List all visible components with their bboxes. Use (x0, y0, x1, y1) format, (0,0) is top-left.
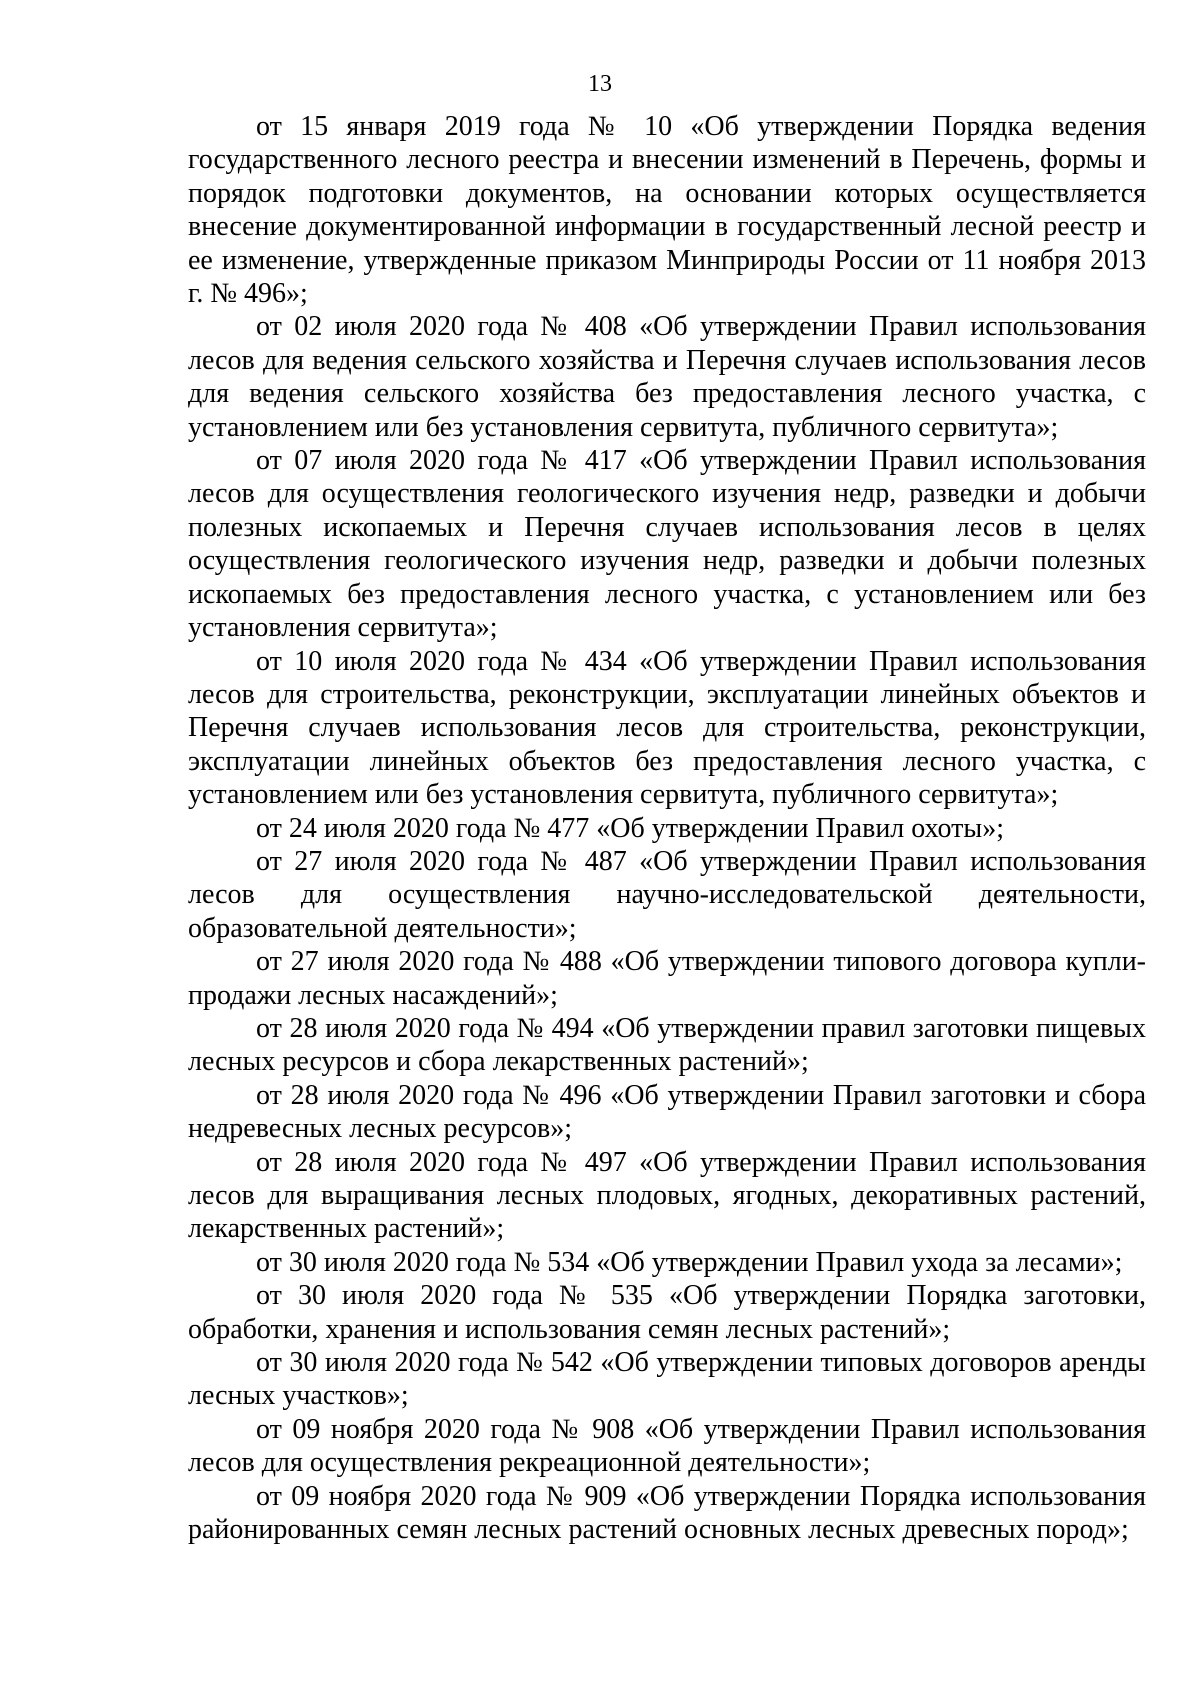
paragraph-order-477: от 24 июля 2020 года № 477 «Об утверждении Правил охоты»; (256, 812, 1004, 844)
paragraph-order-542: от 30 июля 2020 года № 542 «Об утверждении типовых договоров аренды лесных участков»; (188, 1347, 1146, 1412)
paragraph-order-496: от 28 июля 2020 года № 496 «Об утверждении Правил заготовки и сбора недревесных лесных ресурсов»; (188, 1079, 1146, 1145)
page-number: 13 (588, 71, 612, 97)
paragraph-order-487: от 27 июля 2020 года № 487 «Об утверждении Правил использования лесов для осуществления научно-исследовательской деятельности, образовательной деятельности»; (188, 845, 1146, 944)
paragraph-order-909: от 09 ноября 2020 года № 909 «Об утверждении Порядка использования районированных семян лесных растений основных лесных древесных пород»; (188, 1480, 1146, 1546)
paragraph-order-488: от 27 июля 2020 года № 488 «Об утверждении типового договора купли-продажи лесных насаждений»; (188, 946, 1146, 1011)
paragraph-order-497: от 28 июля 2020 года № 497 «Об утверждении Правил использования лесов для выращивания лесных плодовых, ягодных, декоративных растений, лекарственных растений»; (188, 1146, 1146, 1245)
document-body (188, 110, 1146, 1546)
paragraph-order-908: от 09 ноября 2020 года № 908 «Об утверждении Правил использования лесов для осуществления рекреационной деятельности»; (188, 1413, 1146, 1479)
paragraph-order-494: от 28 июля 2020 года № 494 «Об утверждении правил заготовки пищевых лесных ресурсов и сбора лекарственных растений»; (188, 1012, 1146, 1078)
paragraph-order-535: от 30 июля 2020 года № 535 «Об утверждении Порядка заготовки, обработки, хранения и использования семян лесных растений»; (188, 1280, 1146, 1345)
paragraph-order-417: от 07 июля 2020 года № 417 «Об утверждении Правил использования лесов для осуществления геологического изучения недр, разведки и добычи полезных ископаемых и Перечня случаев использования лесов в целях осуществления геологического изучения недр, разведки и добычи полезных ископаемых без предоставления лесного участка, с установлением или без установления сервитута»; (188, 445, 1146, 644)
paragraph-order-434: от 10 июля 2020 года № 434 «Об утверждении Правил использования лесов для строительства, реконструкции, эксплуатации линейных объектов и Перечня случаев использования лесов для строительства, реконструкции, эксплуатации линейных объектов без предоставления лесного участка, с установлением или без установления сервитута, публичного сервитута»; (188, 645, 1146, 811)
paragraph-order-408: от 02 июля 2020 года № 408 «Об утверждении Правил использования лесов для ведения сельского хозяйства и Перечня случаев использования лесов для ведения сельского хозяйства без предоставления лесного участка, с установлением или без установления сервитута, публичного сервитута»; (188, 311, 1146, 443)
paragraph-order-534: от 30 июля 2020 года № 534 «Об утверждении Правил ухода за лесами»; (256, 1246, 1123, 1278)
paragraph-order-10: от 15 января 2019 года № 10 «Об утверждении Порядка ведения государственного лесного реестра и внесении изменений в Перечень, формы и порядок подготовки документов, на основании которых осуществляется внесение документированной информации в государственный лесной реестр и ее изменение, утвержденные приказом Минприроды России от 11 ноября 2013 г. № 496»; (188, 111, 1146, 310)
